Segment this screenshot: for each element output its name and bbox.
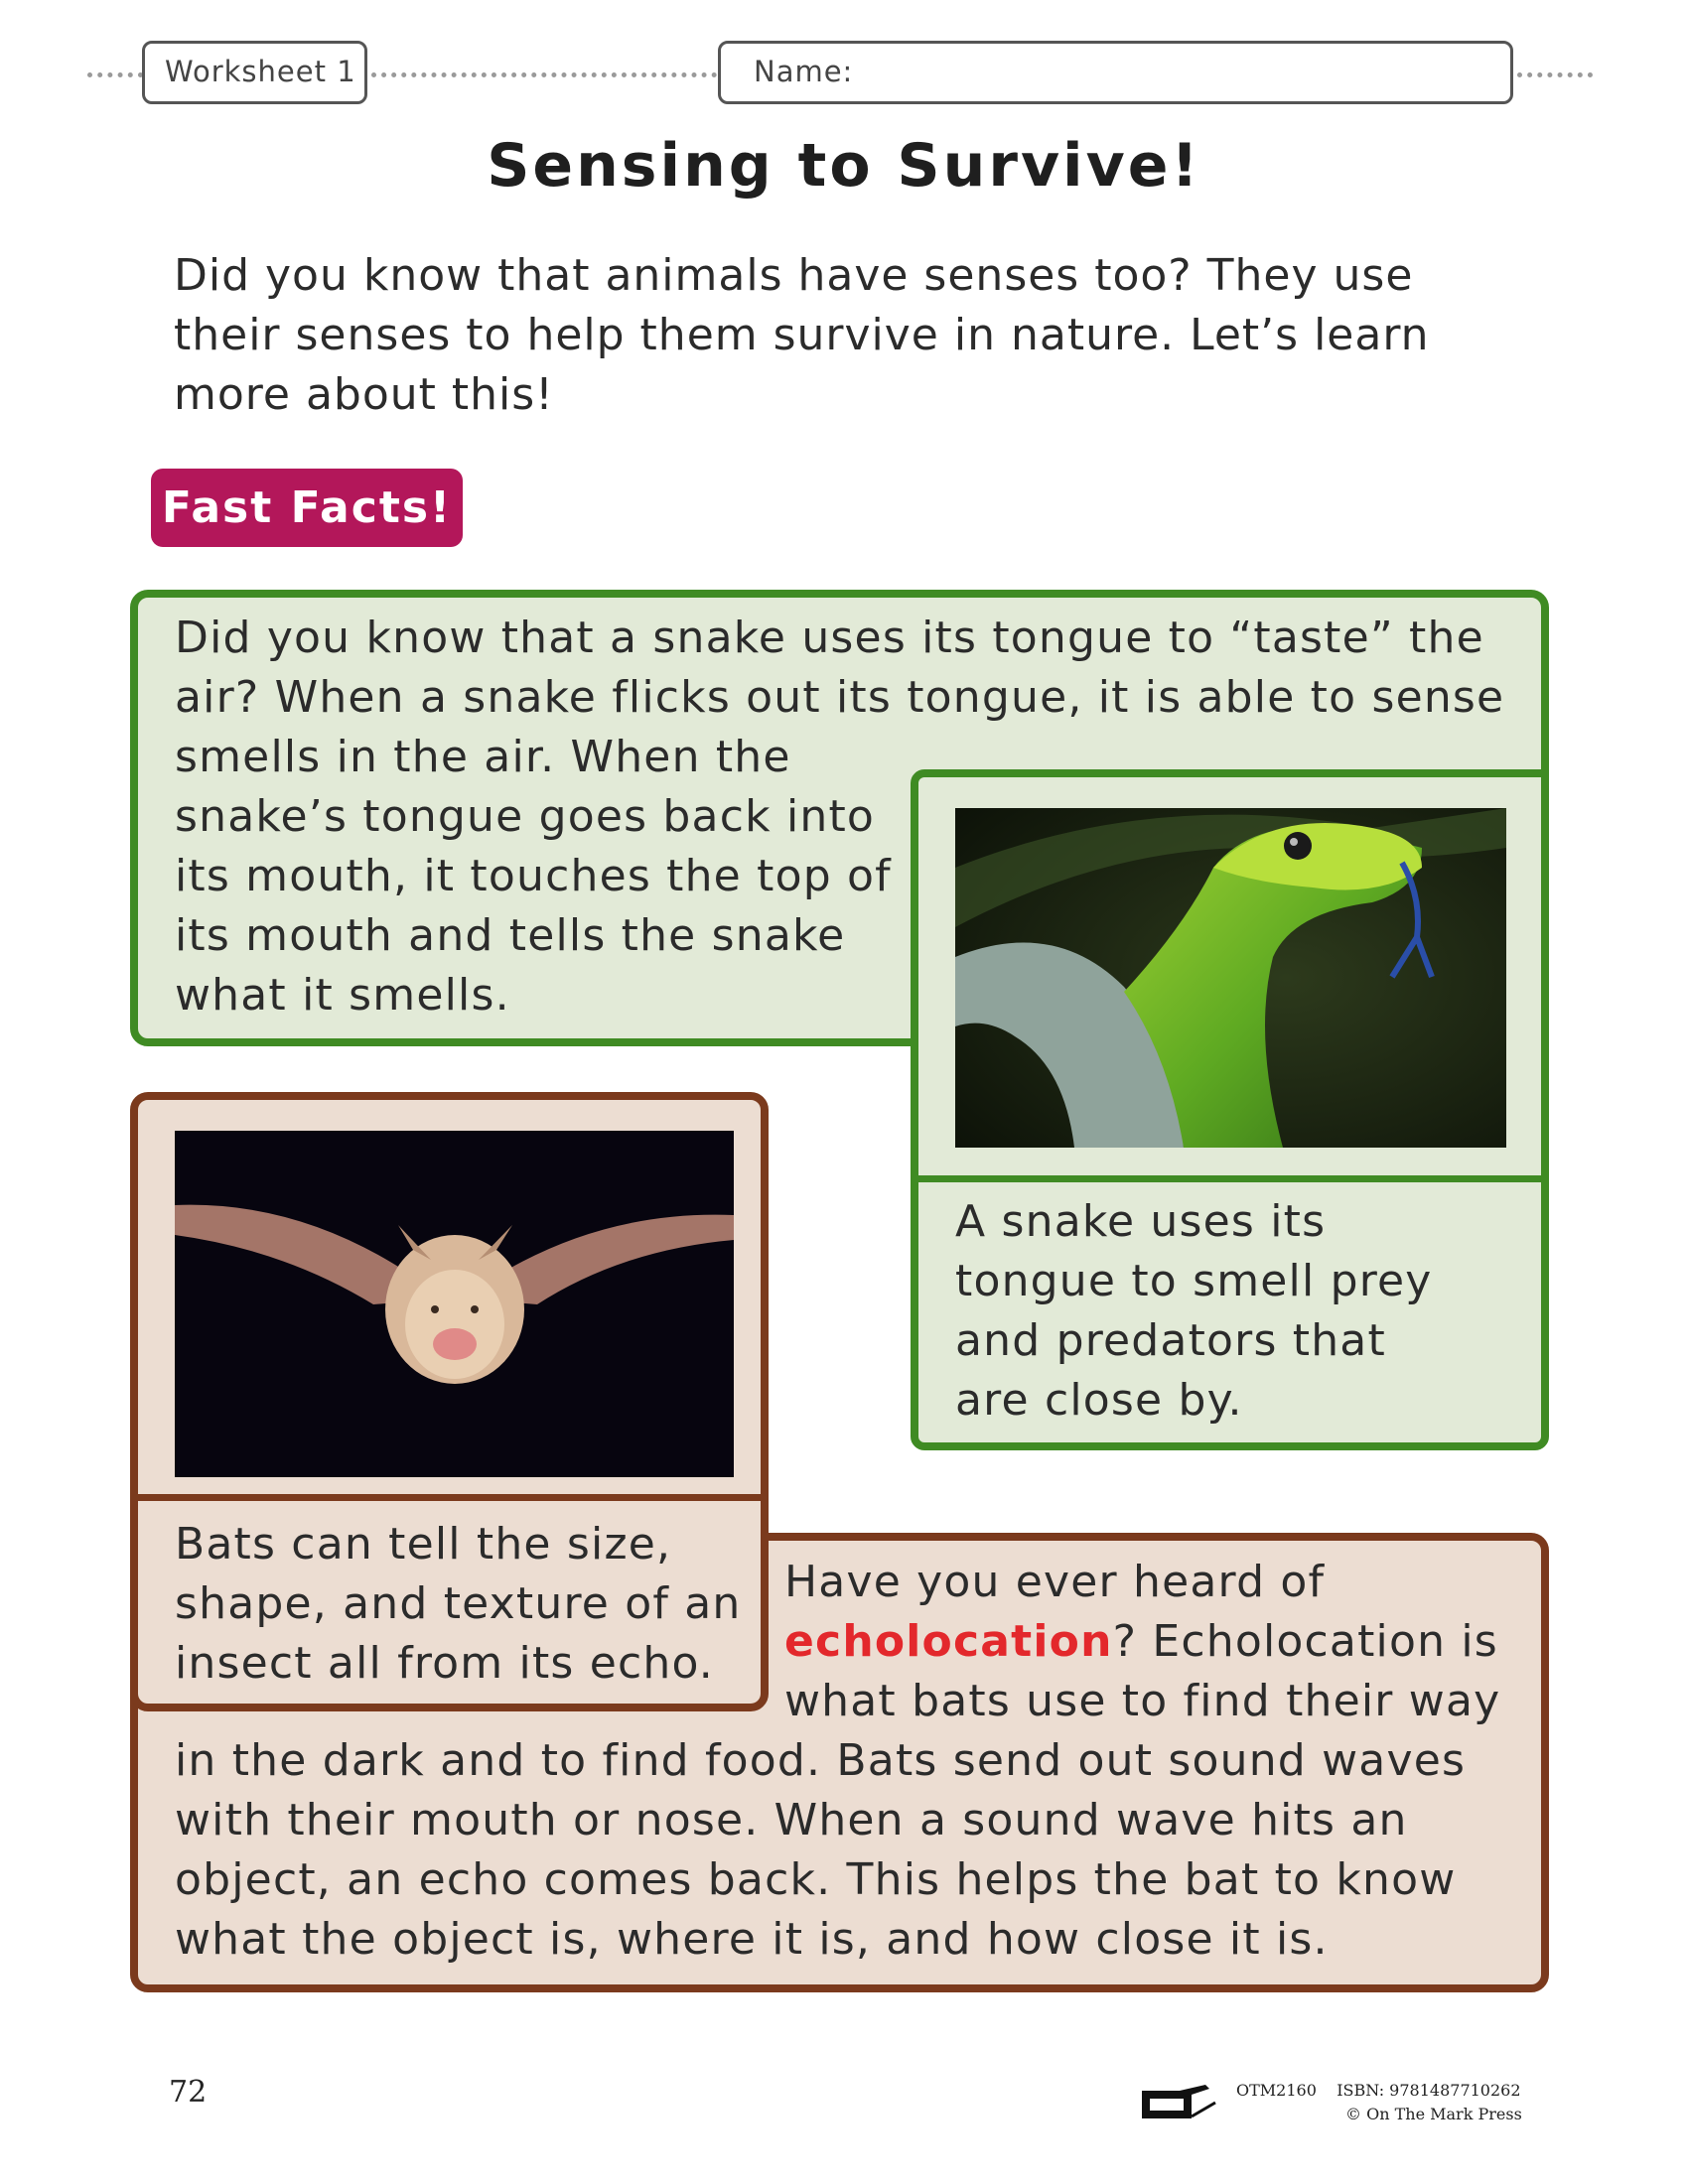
echo-line-2 bbox=[784, 1612, 1500, 1672]
snake-fact-line: its mouth and tells the snake bbox=[175, 910, 846, 961]
fast-facts-badge: Fast Facts! bbox=[151, 469, 463, 547]
snake-caption-line: tongue to smell prey bbox=[955, 1256, 1433, 1306]
intro-line: Did you know that animals have senses too? They use bbox=[174, 250, 1414, 301]
publisher-info bbox=[1236, 2079, 1522, 2126]
snake-caption-line: are close by. bbox=[955, 1375, 1243, 1426]
bat-caption-line: insect all from its echo. bbox=[175, 1638, 714, 1689]
snake-fact-line: what it smells. bbox=[175, 970, 510, 1021]
intro-line: more about this! bbox=[174, 369, 554, 420]
snake-fact-line: smells in the air. When the bbox=[175, 732, 791, 782]
product-code: OTM2160 bbox=[1236, 2081, 1317, 2100]
snake-caption-line: A snake uses its bbox=[955, 1196, 1327, 1247]
echo-line: in the dark and to find food. Bats send out sound waves bbox=[175, 1735, 1467, 1786]
copyright: © On The Mark Press bbox=[1345, 2105, 1522, 2123]
header-dots-middle bbox=[371, 72, 717, 77]
echo-line-2-rest: ? Echolocation is bbox=[1112, 1616, 1498, 1667]
bat-caption bbox=[175, 1515, 741, 1694]
snake-caption-line: and predators that bbox=[955, 1315, 1386, 1366]
name-label: Name: bbox=[754, 55, 854, 88]
echolocation-text-top bbox=[784, 1553, 1500, 1731]
snake-photo bbox=[955, 808, 1506, 1148]
name-field[interactable] bbox=[718, 41, 1513, 104]
snake-fact-line: its mouth, it touches the top of bbox=[175, 851, 892, 901]
intro-line: their senses to help them survive in nature. Let’s learn bbox=[174, 310, 1430, 360]
snake-fact-line: snake’s tongue goes back into bbox=[175, 791, 876, 842]
isbn: ISBN: 9781487710262 bbox=[1336, 2081, 1521, 2100]
echo-line: what the object is, where it is, and how close it is. bbox=[175, 1914, 1329, 1965]
header-dots-right bbox=[1517, 72, 1593, 77]
echolocation-text-bottom bbox=[175, 1731, 1466, 1970]
echo-line: Have you ever heard of bbox=[784, 1557, 1326, 1607]
publisher-logo-icon bbox=[1140, 2083, 1219, 2122]
echolocation-term: echolocation bbox=[784, 1616, 1113, 1667]
snake-caption bbox=[955, 1192, 1433, 1431]
page-title: Sensing to Survive! bbox=[487, 131, 1201, 201]
bat-caption-line: shape, and texture of an bbox=[175, 1578, 742, 1629]
page-number: 72 bbox=[169, 2075, 208, 2110]
snake-fact-line: air? When a snake flicks out its tongue, it is able to sense bbox=[175, 672, 1505, 723]
header-dots-left bbox=[87, 72, 143, 77]
echo-line: object, an echo comes back. This helps the bat to know bbox=[175, 1854, 1457, 1905]
bat-caption-line: Bats can tell the size, bbox=[175, 1519, 672, 1570]
bat-photo bbox=[175, 1131, 734, 1477]
echo-line: with their mouth or nose. When a sound wave hits an bbox=[175, 1795, 1408, 1845]
snake-panel-divider bbox=[918, 1175, 1541, 1182]
snake-fact-line: Did you know that a snake uses its tongue to “taste” the bbox=[175, 613, 1484, 663]
worksheet-label: Worksheet 1 bbox=[165, 55, 356, 88]
echo-line: what bats use to find their way bbox=[784, 1676, 1501, 1726]
bat-panel-divider bbox=[138, 1494, 761, 1501]
intro-paragraph bbox=[174, 246, 1465, 425]
worksheet-label-box bbox=[142, 41, 367, 104]
